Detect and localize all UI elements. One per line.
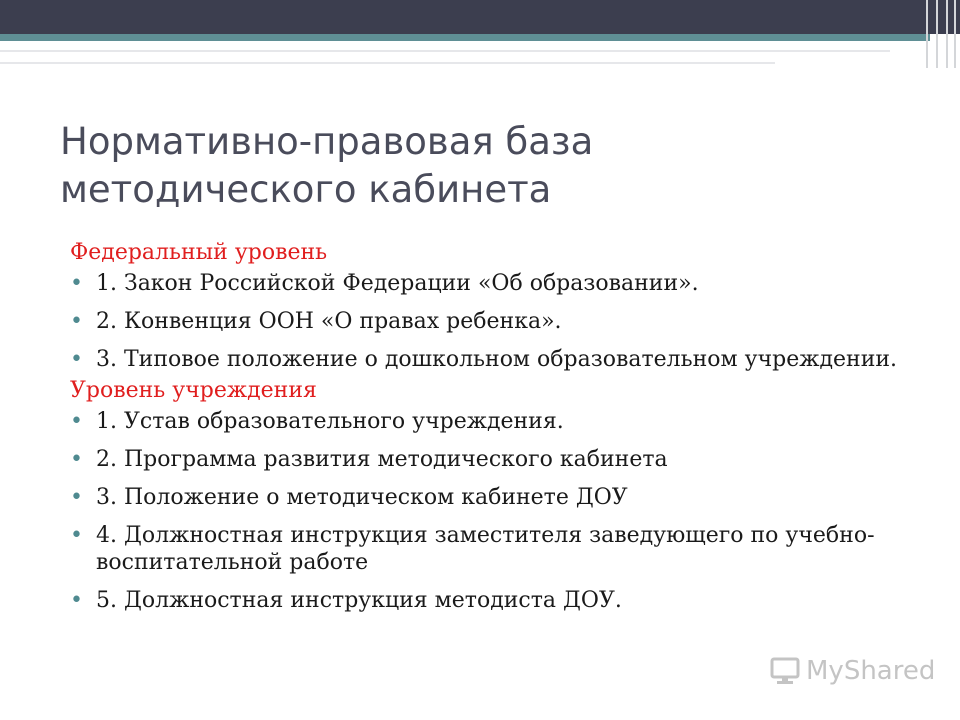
bullet-icon: • <box>70 271 83 296</box>
section-heading-federal: Федеральный уровень <box>70 240 328 265</box>
bullet-icon: • <box>70 409 83 434</box>
bullet-icon: • <box>70 588 83 613</box>
list-item: • 4. Должностная инструкция заместителя заведующего по учебно-воспитательной работе <box>70 523 875 575</box>
top-accent-stripe <box>0 34 930 41</box>
list-item: • 3. Типовое положение о дошкольном образовательном учреждении. <box>70 347 898 372</box>
decorative-lines <box>920 0 960 70</box>
bullet-icon: • <box>70 347 83 372</box>
list-item: • 2. Программа развития методического кабинета <box>70 447 668 472</box>
top-bar <box>0 0 960 34</box>
list-item: • 3. Положение о методическом кабинете ДОУ <box>70 485 628 510</box>
title-line-2: методического кабинета <box>60 168 552 211</box>
slide-content <box>70 236 930 625</box>
bullet-icon: • <box>70 485 83 510</box>
institution-list <box>70 408 930 614</box>
list-item: • 1. Устав образовательного учреждения. <box>70 409 564 434</box>
watermark-logo <box>770 656 935 686</box>
decorative-line <box>0 62 775 64</box>
section-heading-institution: Уровень учреждения <box>70 378 317 403</box>
list-item: • 5. Должностная инструкция методиста ДОУ. <box>70 588 622 613</box>
watermark-text: MyShared <box>806 656 936 686</box>
bullet-icon: • <box>70 447 83 472</box>
bullet-icon: • <box>70 523 83 548</box>
title-line-1: Нормативно-правовая база <box>60 120 594 163</box>
list-item: • 2. Конвенция ООН «О правах ребенка». <box>70 309 562 334</box>
monitor-icon <box>770 657 800 685</box>
list-item: • 1. Закон Российской Федерации «Об образовании». <box>70 271 699 296</box>
slide-title <box>60 118 920 214</box>
decorative-line <box>0 50 890 52</box>
bullet-icon: • <box>70 309 83 334</box>
federal-list <box>70 270 930 373</box>
